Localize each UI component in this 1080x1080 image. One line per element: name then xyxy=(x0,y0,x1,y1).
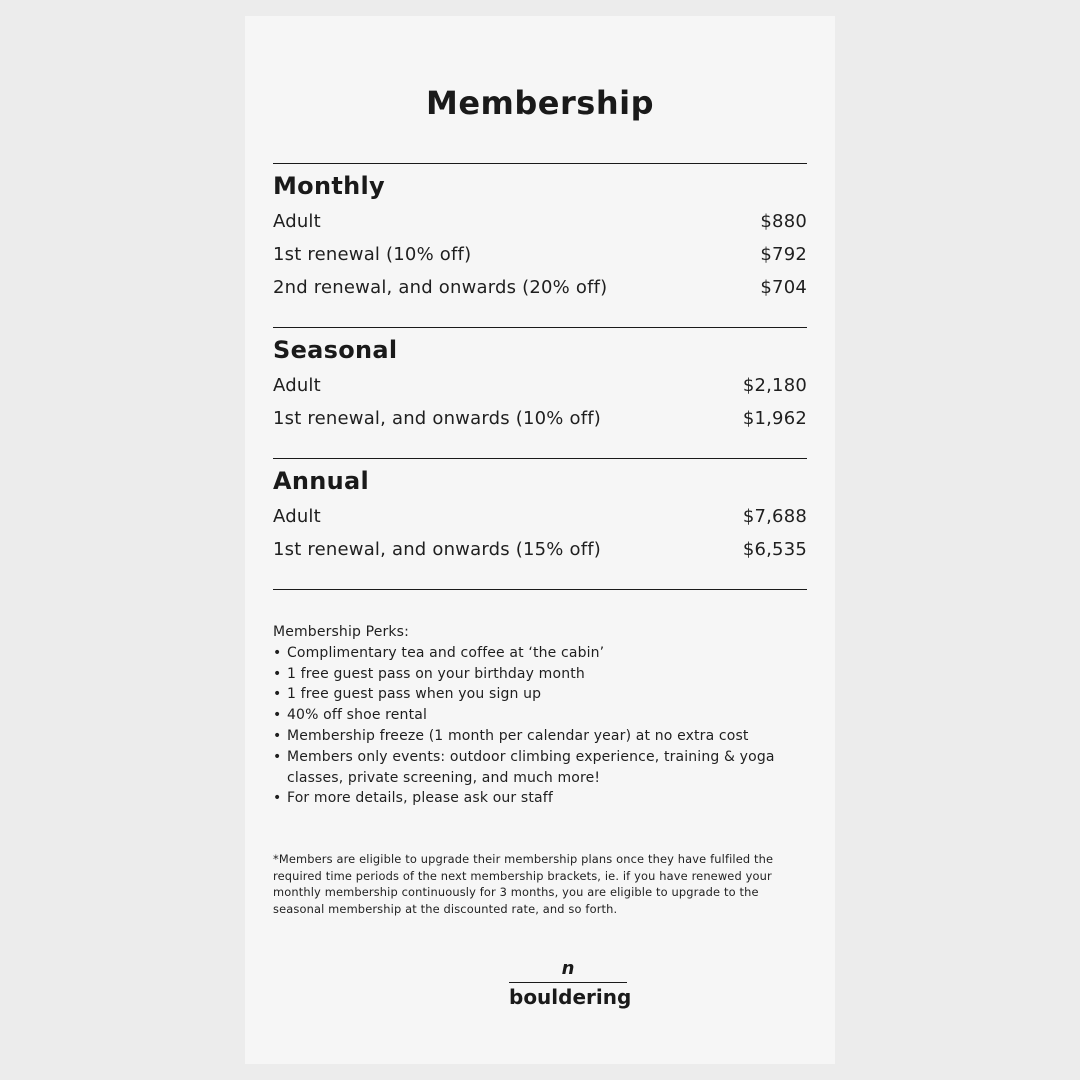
price-row xyxy=(273,244,807,265)
price-row-label: Adult xyxy=(273,211,321,232)
bullet-icon: • xyxy=(273,790,282,807)
logo-letter: n xyxy=(561,958,575,979)
price-row-label: Adult xyxy=(273,375,321,396)
perk-text: Members only events: outdoor climbing experience, training & yoga classes, private screening, and much more! xyxy=(287,748,775,786)
perk-text: 40% off shoe rental xyxy=(287,707,427,724)
divider xyxy=(273,327,807,328)
price-row-label: Adult xyxy=(273,506,321,527)
price-row-value: $2,180 xyxy=(742,375,807,396)
perk-text: 1 free guest pass on your birthday month xyxy=(287,665,585,682)
section-title-annual: Annual xyxy=(273,467,370,495)
list-item xyxy=(273,643,807,664)
perk-text: Complimentary tea and coffee at ‘the cabin’ xyxy=(287,644,605,661)
perks-list xyxy=(273,622,807,809)
perk-text: 1 free guest pass when you sign up xyxy=(287,686,542,703)
divider xyxy=(273,458,807,459)
section-title-seasonal: Seasonal xyxy=(273,336,398,364)
price-row-value: $792 xyxy=(760,244,807,265)
price-row-label: 1st renewal, and onwards (10% off) xyxy=(273,408,601,429)
brand-logo xyxy=(509,958,632,1011)
price-row xyxy=(273,408,807,429)
price-row xyxy=(273,277,807,298)
bullet-icon: • xyxy=(273,665,282,682)
bullet-icon: • xyxy=(273,727,282,744)
page-title: Membership xyxy=(426,84,654,122)
bullet-icon: • xyxy=(273,644,282,661)
price-row-value: $1,962 xyxy=(742,408,807,429)
bullet-icon: • xyxy=(273,686,282,703)
membership-card xyxy=(245,16,835,1064)
bullet-icon: • xyxy=(273,707,282,724)
price-row-value: $880 xyxy=(760,211,807,232)
list-item xyxy=(273,747,807,789)
list-item xyxy=(273,788,807,809)
price-row-label: 1st renewal (10% off) xyxy=(273,244,472,265)
divider xyxy=(273,589,807,590)
bullet-icon: • xyxy=(273,748,282,765)
price-row xyxy=(273,211,807,232)
price-row-label: 2nd renewal, and onwards (20% off) xyxy=(273,277,608,298)
divider xyxy=(273,163,807,164)
list-item xyxy=(273,664,807,685)
price-row-value: $704 xyxy=(760,277,807,298)
perk-text: For more details, please ask our staff xyxy=(287,790,553,807)
price-row-value: $6,535 xyxy=(742,539,807,560)
list-item xyxy=(273,705,807,726)
perks-heading: Membership Perks: xyxy=(273,624,409,640)
section-title-monthly: Monthly xyxy=(273,172,385,200)
price-row xyxy=(273,539,807,560)
price-row xyxy=(273,506,807,527)
price-row xyxy=(273,375,807,396)
price-row-value: $7,688 xyxy=(742,506,807,527)
price-row-label: 1st renewal, and onwards (15% off) xyxy=(273,539,601,560)
list-item xyxy=(273,726,807,747)
footnote: *Members are eligible to upgrade their membership plans once they have fulfiled the required time periods of the next membership brackets, ie. if you have renewed your monthly membership continuously for 3 months, you are eligible to upgrade to the seasonal membership at the discounted rate, and so forth. xyxy=(273,852,774,916)
perk-text: Membership freeze (1 month per calendar year) at no extra cost xyxy=(287,727,749,744)
logo-wordmark: bouldering xyxy=(509,985,632,1009)
list-item xyxy=(273,684,807,705)
